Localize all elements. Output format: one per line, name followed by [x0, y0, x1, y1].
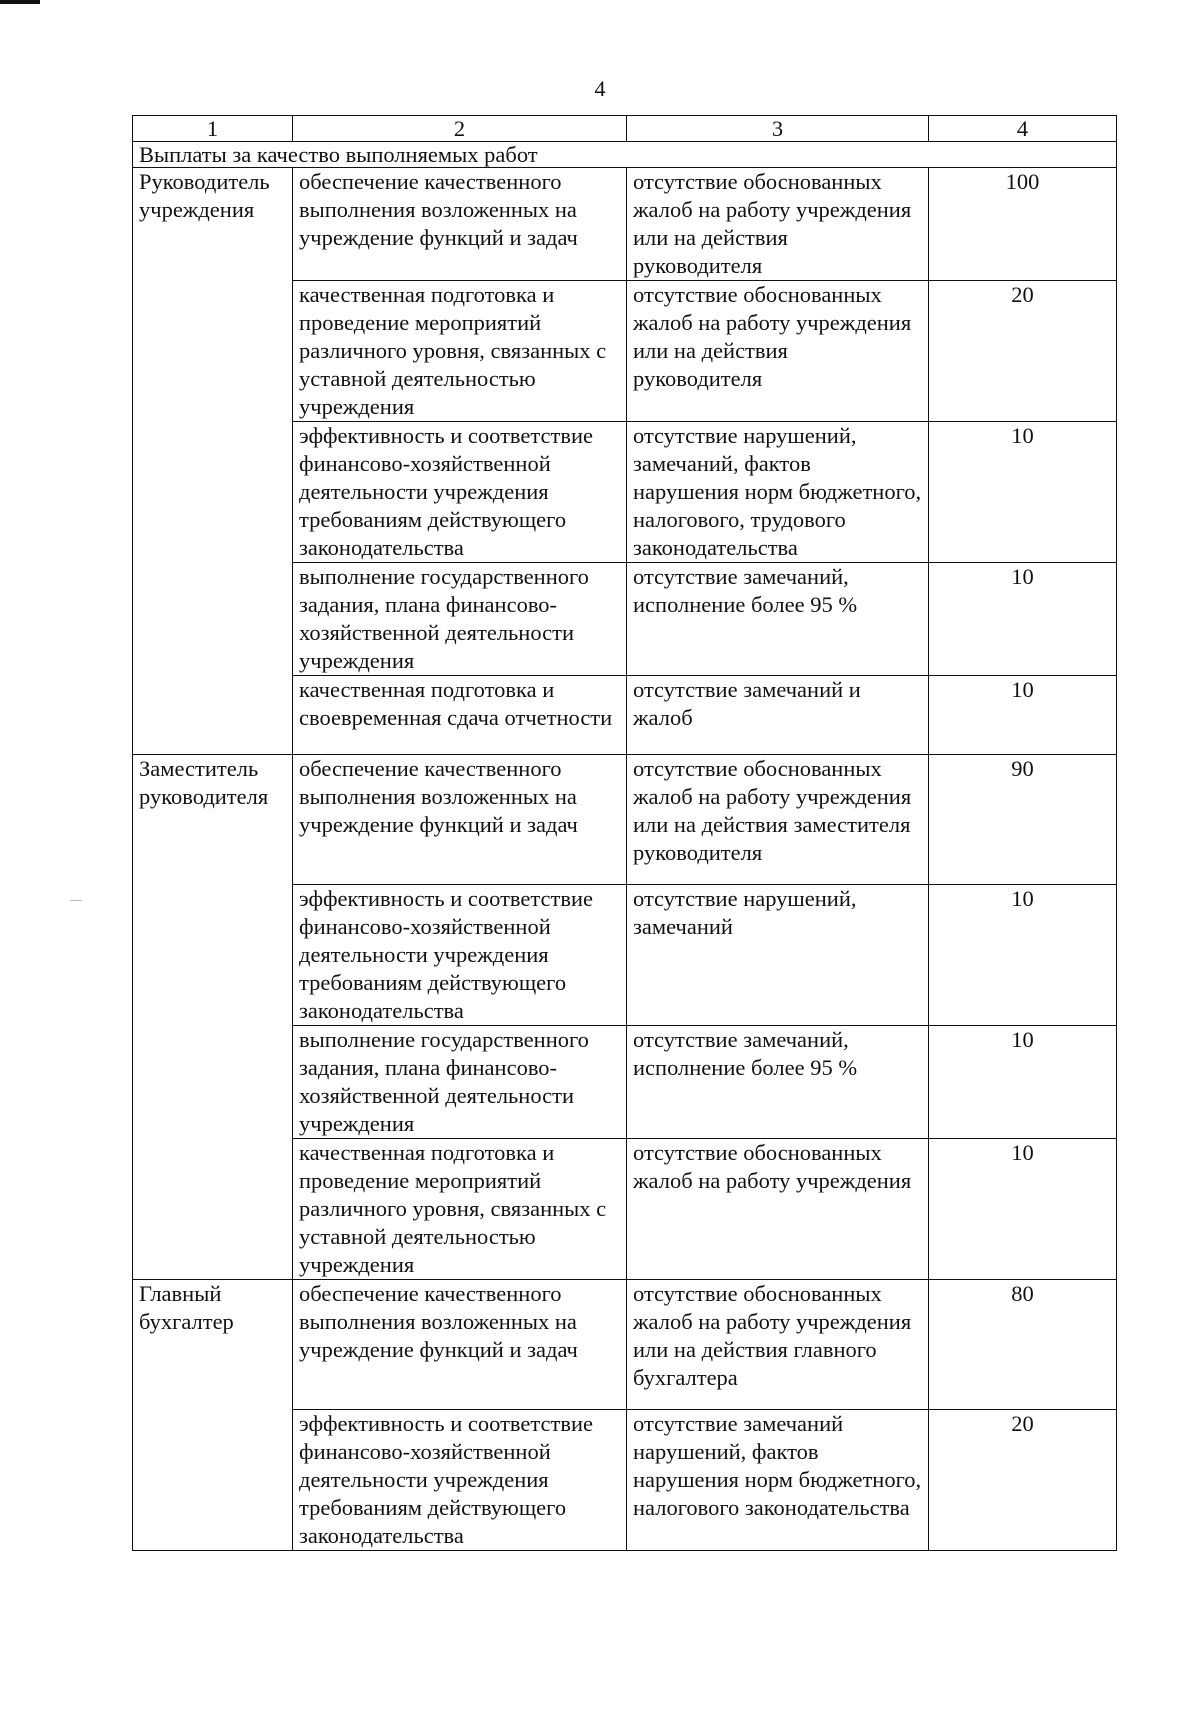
column-number-row: [133, 116, 1117, 142]
criterion-cell: обеспечение качественного выполнения возложенных на учреждение функций и задач: [293, 1280, 627, 1410]
criterion-cell: качественная подготовка и своевременная сдача отчетности: [293, 676, 627, 755]
criterion-cell: эффективность и соответствие финансово-хозяйственной деятельности учреждения требованиям действующего законодательства: [293, 1410, 627, 1551]
criterion-cell: качественная подготовка и проведение мероприятий различного уровня, связанных с уставной деятельностью учреждения: [293, 1139, 627, 1280]
column-number-1: 1: [133, 116, 293, 142]
condition-cell: отсутствие обоснованных жалоб на работу учреждения: [627, 1139, 929, 1280]
section-title: Выплаты за качество выполняемых работ: [133, 142, 1117, 168]
criterion-cell: обеспечение качественного выполнения возложенных на учреждение функций и задач: [293, 755, 627, 885]
condition-cell: отсутствие нарушений, замечаний: [627, 885, 929, 1026]
page-number: 4: [594, 76, 606, 101]
scan-artifact: [70, 900, 82, 901]
value-cell: 20: [929, 1410, 1117, 1551]
condition-cell: отсутствие замечаний, исполнение более 95 %: [627, 1026, 929, 1139]
value-cell: 10: [929, 422, 1117, 563]
criterion-cell: выполнение государственного задания, плана финансово-хозяйственной деятельности учреждения: [293, 1026, 627, 1139]
value-cell: 100: [929, 168, 1117, 281]
condition-cell: отсутствие обоснованных жалоб на работу учреждения или на действия главного бухгалтера: [627, 1280, 929, 1410]
value-cell: 20: [929, 281, 1117, 422]
position-cell: Главный бухгалтер: [133, 1280, 293, 1551]
table-row: [133, 1280, 1117, 1410]
value-cell: 90: [929, 755, 1117, 885]
value-cell: 10: [929, 563, 1117, 676]
criterion-cell: качественная подготовка и проведение мероприятий различного уровня, связанных с уставной деятельностью учреждения: [293, 281, 627, 422]
value-cell: 10: [929, 885, 1117, 1026]
value-cell: 10: [929, 676, 1117, 755]
criterion-cell: обеспечение качественного выполнения возложенных на учреждение функций и задач: [293, 168, 627, 281]
position-cell: Заместитель руководителя: [133, 755, 293, 1280]
condition-cell: отсутствие обоснованных жалоб на работу учреждения или на действия заместителя руководителя: [627, 755, 929, 885]
payments-table: [132, 115, 1117, 1551]
table-row: [133, 168, 1117, 281]
condition-cell: отсутствие нарушений, замечаний, фактов нарушения норм бюджетного, налогового, трудового законодательства: [627, 422, 929, 563]
table-row: [133, 755, 1117, 885]
criterion-cell: выполнение государственного задания, плана финансово-хозяйственной деятельности учреждения: [293, 563, 627, 676]
value-cell: 10: [929, 1026, 1117, 1139]
condition-cell: отсутствие обоснованных жалоб на работу учреждения или на действия руководителя: [627, 168, 929, 281]
condition-cell: отсутствие замечаний, исполнение более 95 %: [627, 563, 929, 676]
criterion-cell: эффективность и соответствие финансово-хозяйственной деятельности учреждения требованиям действующего законодательства: [293, 885, 627, 1026]
condition-cell: отсутствие замечаний и жалоб: [627, 676, 929, 755]
value-cell: 10: [929, 1139, 1117, 1280]
condition-cell: отсутствие замечаний нарушений, фактов нарушения норм бюджетного, налогового законодательства: [627, 1410, 929, 1551]
column-number-2: 2: [293, 116, 627, 142]
column-number-4: 4: [929, 116, 1117, 142]
condition-cell: отсутствие обоснованных жалоб на работу учреждения или на действия руководителя: [627, 281, 929, 422]
criterion-cell: эффективность и соответствие финансово-хозяйственной деятельности учреждения требованиям действующего законодательства: [293, 422, 627, 563]
position-cell: Руководитель учреждения: [133, 168, 293, 755]
value-cell: 80: [929, 1280, 1117, 1410]
corner-scan-mark: [0, 0, 40, 4]
column-number-3: 3: [627, 116, 929, 142]
section-row: [133, 142, 1117, 168]
